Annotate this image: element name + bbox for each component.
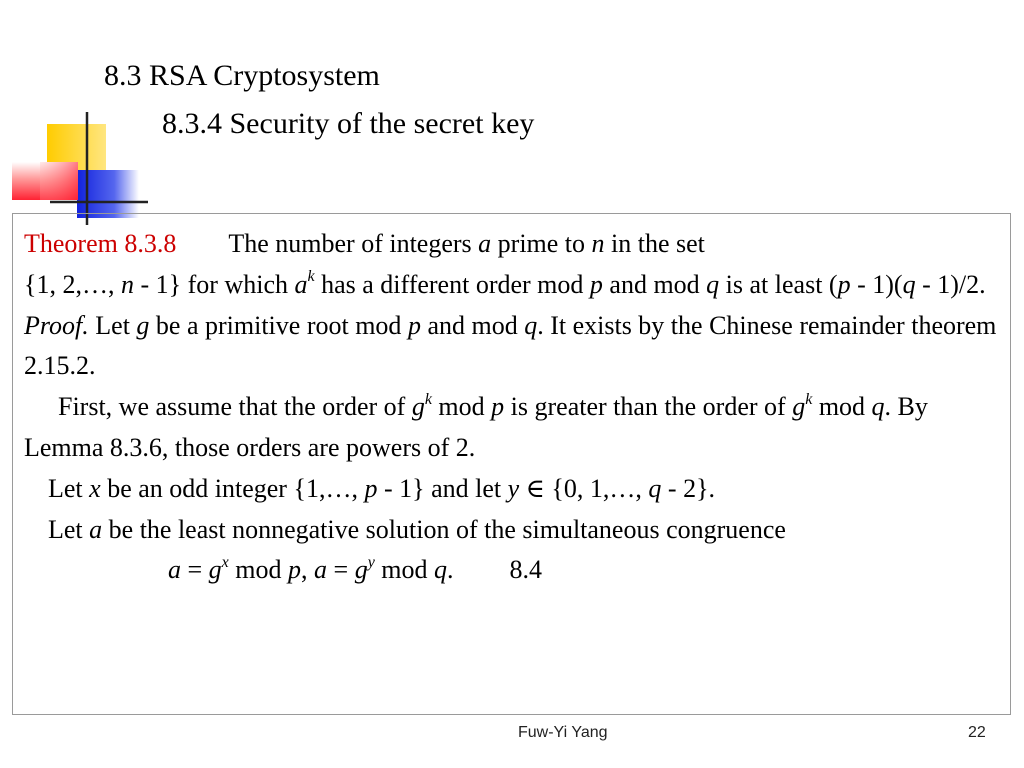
math-superscript: k bbox=[424, 390, 432, 408]
math-var: q bbox=[524, 310, 538, 340]
text-span: is at least ( bbox=[719, 269, 838, 299]
text-span: . bbox=[447, 555, 454, 585]
text-span: in the set bbox=[604, 229, 705, 258]
text-span: - 1} for which bbox=[133, 269, 295, 299]
math-var: p bbox=[407, 310, 421, 340]
theorem-label: Theorem 8.3.8 bbox=[24, 229, 177, 258]
math-var: q bbox=[902, 269, 916, 299]
math-superscript: k bbox=[307, 268, 315, 286]
math-var: g bbox=[792, 392, 806, 422]
text-span: First, we assume that the order of bbox=[58, 392, 412, 422]
text-span: - 1)/2. bbox=[915, 269, 986, 299]
text-span: - 2}. bbox=[661, 473, 716, 503]
slide-title: 8.3 RSA Cryptosystem bbox=[104, 59, 380, 92]
math-var: a bbox=[89, 514, 103, 544]
math-var: p bbox=[589, 269, 603, 299]
text-span: {1, 2,…, bbox=[24, 269, 121, 299]
text-span: and mod bbox=[420, 310, 525, 340]
text-span: be a primitive root mod bbox=[149, 310, 408, 340]
text-span: . It exists by the Chinese remainder theorem 2.15.2. bbox=[24, 310, 997, 381]
text-span: mod bbox=[812, 392, 872, 422]
text-span: has a different order mod bbox=[314, 269, 590, 299]
math-var: q bbox=[871, 392, 885, 422]
decorative-squares bbox=[0, 0, 160, 240]
slide-subtitle: 8.3.4 Security of the secret key bbox=[162, 107, 535, 140]
text-span: is greater than the order of bbox=[504, 392, 793, 422]
math-var: g bbox=[136, 310, 150, 340]
math-var: y bbox=[507, 473, 520, 503]
equation-8-4 bbox=[24, 550, 1009, 591]
page-number: 22 bbox=[968, 724, 986, 741]
text-span: be an odd integer {1,…, bbox=[100, 473, 365, 503]
math-var: a bbox=[314, 555, 328, 585]
math-var: a bbox=[478, 229, 492, 258]
slide-body bbox=[24, 224, 1009, 591]
math-var: p bbox=[364, 473, 378, 503]
proof-step-let-a bbox=[24, 510, 1009, 551]
text-span: and mod bbox=[602, 269, 707, 299]
text-span: = bbox=[181, 555, 209, 585]
text-span: The number of integers bbox=[228, 229, 479, 258]
math-var: g bbox=[411, 392, 425, 422]
text-span: Let bbox=[48, 514, 90, 544]
text-span: mod bbox=[374, 555, 435, 585]
math-var: a bbox=[294, 269, 308, 299]
math-var: p bbox=[491, 392, 505, 422]
text-span: . By Lemma 8.3.6, those orders are powers of 2. bbox=[24, 392, 928, 462]
math-superscript: y bbox=[367, 553, 375, 571]
proof-paragraph bbox=[24, 306, 1009, 388]
math-var: x bbox=[89, 473, 101, 503]
math-var: n bbox=[591, 229, 605, 258]
math-var: q bbox=[648, 473, 662, 503]
text-span: Let bbox=[48, 473, 90, 503]
text-span: - 1} and let bbox=[377, 473, 508, 503]
text-span: Let bbox=[88, 310, 137, 340]
text-span: mod bbox=[228, 555, 289, 585]
math-var: p bbox=[837, 269, 851, 299]
proof-step-let-x bbox=[24, 469, 1009, 510]
text-span: = bbox=[327, 555, 355, 585]
text-span: mod bbox=[431, 392, 492, 422]
math-var: g bbox=[354, 555, 368, 585]
math-superscript: x bbox=[221, 553, 229, 571]
text-span: be the least nonnegative solution of the simultaneous congruence bbox=[102, 514, 786, 544]
math-var: g bbox=[208, 555, 222, 585]
math-var: p bbox=[288, 555, 302, 585]
footer-author: Fuw-Yi Yang bbox=[518, 724, 608, 741]
math-var: a bbox=[168, 555, 181, 585]
proof-label: Proof. bbox=[24, 310, 89, 340]
text-span: , bbox=[301, 555, 315, 585]
math-var: q bbox=[706, 269, 720, 299]
equation-number: 8.4 bbox=[509, 555, 543, 585]
proof-step-order bbox=[24, 387, 1009, 469]
theorem-statement bbox=[24, 224, 1009, 306]
math-superscript: k bbox=[805, 390, 813, 408]
math-var: n bbox=[120, 269, 134, 299]
text-span: ∈ {0, 1,…, bbox=[519, 473, 649, 503]
math-var: q bbox=[434, 555, 448, 585]
text-span: prime to bbox=[491, 229, 592, 258]
text-span: - 1)( bbox=[850, 269, 903, 299]
